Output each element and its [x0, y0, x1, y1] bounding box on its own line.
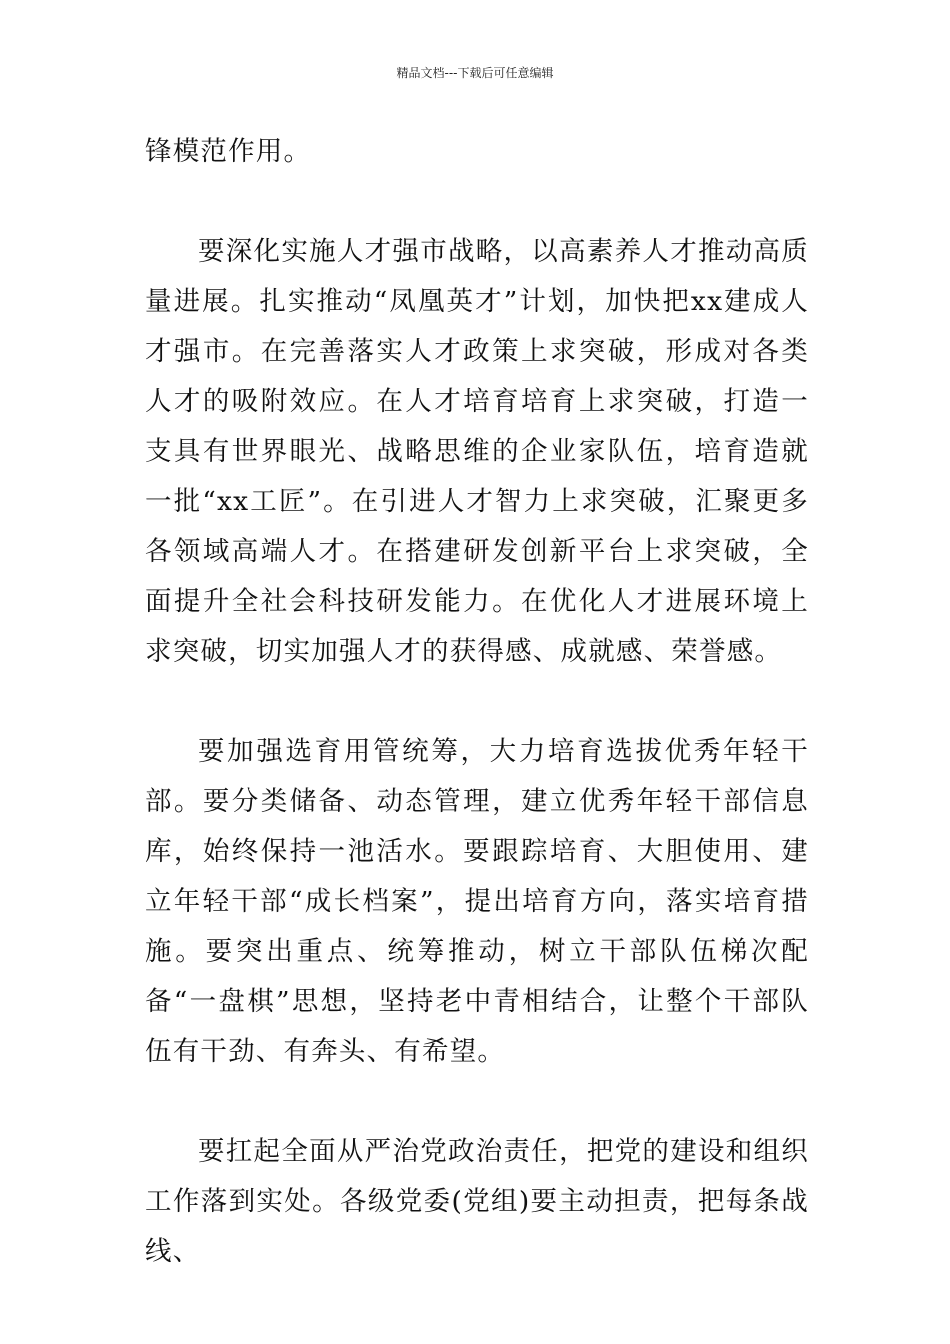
paragraph-young-cadres: 要加强选育用管统筹，大力培育选拔优秀年轻干部。要分类储备、动态管理，建立优秀年轻干部信息库，始终保持一池活水。要跟踪培育、大胆使用、建立年轻干部“成长档案”，提出培育方向，落实培育措施。要突出重点、统筹推动，树立干部队伍梯次配备“一盘棋”思想，坚持老中青相结合，让整个干部队伍有干劲、有奔头、有希望。: [145, 736, 809, 1067]
document-body: [145, 127, 809, 1277]
paragraph-talent-strategy: 要深化实施人才强市战略，以高素养人才推动高质量进展。扎实推动“凤凰英才”计划，加快把xx建成人才强市。在完善落实人才政策上求突破，形成对各类人才的吸附效应。在人才培育培育上求突破，打造一支具有世界眼光、战略思维的企业家队伍，培育造就一批“xx工匠”。在引进人才智力上求突破，汇聚更多各领域高端人才。在搭建研发创新平台上求突破，全面提升全社会科技研发能力。在优化人才进展环境上求突破，切实加强人才的获得感、成就感、荣誉感。: [145, 236, 809, 667]
paragraph-continuation: 锋模范作用。: [145, 136, 312, 167]
page-header: 精品文档---下载后可任意编辑: [396, 66, 554, 80]
paragraph-party-responsibility: 要扛起全面从严治党政治责任，把党的建设和组织工作落到实处。各级党委(党组)要主动担责，把每条战线、: [145, 1136, 809, 1267]
